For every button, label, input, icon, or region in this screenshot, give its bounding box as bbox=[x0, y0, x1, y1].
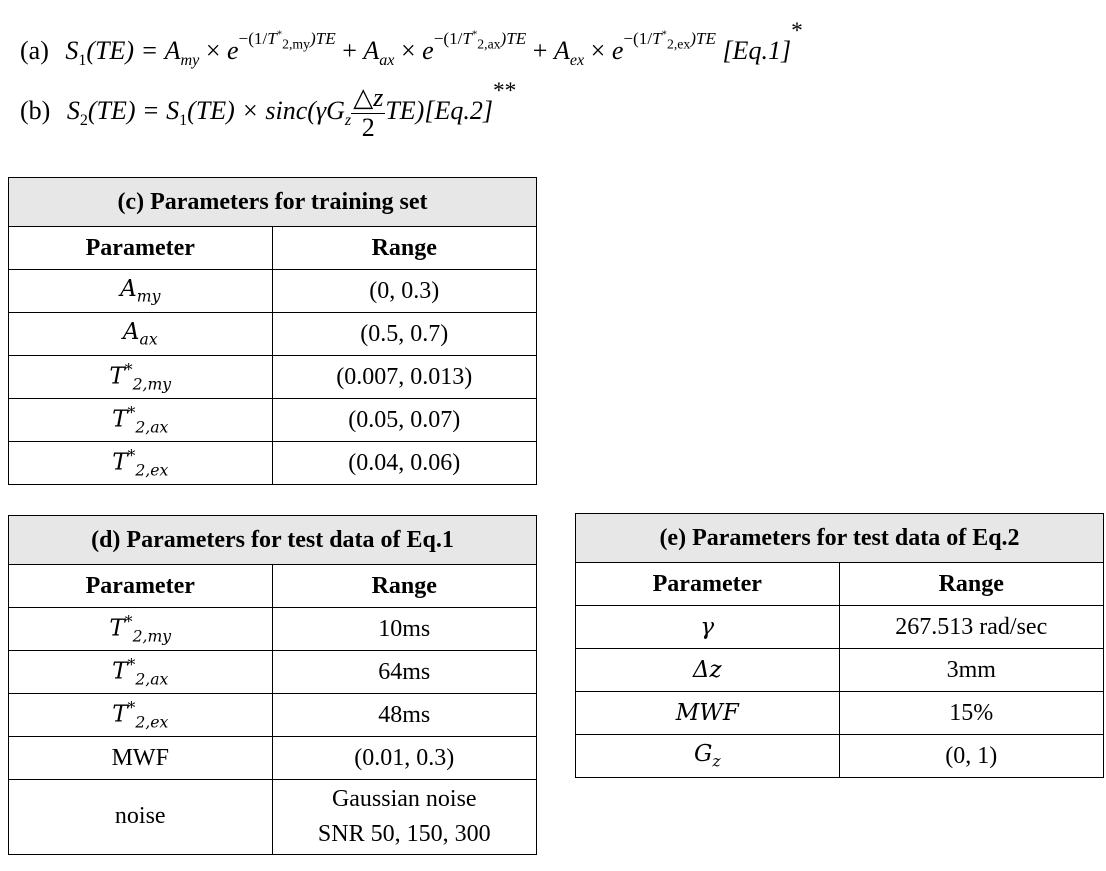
table-d-header-parameter: Parameter bbox=[9, 565, 273, 608]
param-range: (0.05, 0.07) bbox=[272, 399, 536, 442]
param-sub: ax bbox=[139, 329, 158, 349]
eq-a-coef-ex-sub: ex bbox=[569, 52, 585, 70]
param-label-mwf: MWF bbox=[9, 737, 273, 780]
equation-b bbox=[20, 78, 516, 142]
param-sym: T bbox=[109, 616, 125, 643]
param-range: 3mm bbox=[839, 649, 1103, 692]
equation-a-label: (a) bbox=[20, 36, 49, 66]
table-row bbox=[9, 780, 537, 855]
table-e-header-range: Range bbox=[839, 563, 1103, 606]
exp-prefix: −(1/ bbox=[433, 29, 463, 49]
eq-b-frac-den: 2 bbox=[361, 112, 375, 142]
eq-a-lhs-arg: (TE) = bbox=[86, 36, 159, 66]
exp-t-sub: 2,my bbox=[282, 36, 310, 52]
param-symbol bbox=[576, 692, 840, 735]
eq-b-rhs-start: S bbox=[166, 96, 180, 126]
table-d-header-range: Range bbox=[272, 565, 536, 608]
param-symbol bbox=[576, 735, 840, 778]
param-symbol bbox=[9, 694, 273, 737]
table-e-caption: (e) Parameters for test data of Eq.2 bbox=[576, 514, 1104, 563]
table-row bbox=[576, 649, 1104, 692]
param-sub: z bbox=[712, 751, 721, 771]
equation-a bbox=[20, 18, 803, 70]
param-symbol bbox=[576, 649, 840, 692]
param-range: 48ms bbox=[272, 694, 536, 737]
param-sup: * bbox=[127, 446, 136, 466]
eq-b-frac-num: △z bbox=[353, 82, 384, 112]
table-row bbox=[9, 442, 537, 485]
exp-t: T bbox=[462, 29, 472, 49]
exp-suffix: )TE bbox=[690, 29, 716, 49]
param-range: 15% bbox=[839, 692, 1103, 735]
exp-prefix: −(1/ bbox=[623, 29, 653, 49]
exp-suffix: )TE bbox=[309, 29, 336, 49]
param-symbol bbox=[576, 606, 840, 649]
noise-range-line-2: SNR 50, 150, 300 bbox=[317, 820, 491, 847]
eq-b-lhs: S bbox=[66, 96, 80, 126]
table-row bbox=[9, 270, 537, 313]
eq-a-exp-base-3: e bbox=[611, 36, 624, 66]
table-row bbox=[9, 399, 537, 442]
param-sup: * bbox=[127, 698, 136, 718]
eq-b-footnote-mark: ** bbox=[492, 78, 517, 104]
param-range: (0.007, 0.013) bbox=[272, 356, 536, 399]
param-range: (0.5, 0.7) bbox=[272, 313, 536, 356]
eq-a-exponent-2: −(1/T*2,ax)TE bbox=[433, 29, 527, 52]
eq-b-rhs-sub: 1 bbox=[179, 112, 188, 130]
table-row bbox=[9, 651, 537, 694]
eq-b-ref: [Eq.2] bbox=[424, 96, 493, 126]
eq-a-exp-base-2: e bbox=[422, 36, 434, 66]
exp-t: T bbox=[652, 29, 662, 49]
exp-t: T bbox=[267, 29, 277, 49]
eq-b-lhs-arg: (TE) = bbox=[87, 96, 160, 126]
table-row bbox=[9, 737, 537, 780]
eq-a-lhs-sub: 1 bbox=[78, 52, 87, 70]
param-range-noise bbox=[272, 780, 536, 855]
param-range: 10ms bbox=[272, 608, 536, 651]
param-range: (0, 1) bbox=[839, 735, 1103, 778]
param-sub: my bbox=[136, 286, 161, 306]
param-sub: 2,ex bbox=[135, 712, 169, 732]
param-sub: 2,my bbox=[132, 626, 172, 646]
param-range: (0.01, 0.3) bbox=[272, 737, 536, 780]
param-sup: * bbox=[127, 655, 136, 675]
exp-prefix: −(1/ bbox=[238, 29, 268, 49]
table-row bbox=[9, 313, 537, 356]
table-row bbox=[576, 606, 1104, 649]
eq-a-plus-1: + bbox=[342, 36, 357, 66]
table-training-set bbox=[8, 177, 537, 485]
eq-a-lhs: S bbox=[65, 36, 79, 66]
eq-b-rhs-mid-sub: z bbox=[344, 112, 352, 130]
param-range: (0.04, 0.06) bbox=[272, 442, 536, 485]
param-sym: T bbox=[112, 702, 128, 729]
param-symbol bbox=[9, 442, 273, 485]
eq-a-plus-2: + bbox=[532, 36, 548, 66]
param-sub: 2,ex bbox=[135, 460, 169, 480]
eq-a-exponent-1: −(1/T*2,my)TE bbox=[238, 29, 336, 52]
eq-b-lhs-sub: 2 bbox=[79, 112, 88, 130]
table-row bbox=[576, 692, 1104, 735]
param-symbol bbox=[9, 608, 273, 651]
eq-a-exponent-3: −(1/T*2,ex)TE bbox=[623, 29, 716, 52]
table-c-caption: (c) Parameters for training set bbox=[9, 178, 537, 227]
eq-b-rhs-end: TE) bbox=[385, 96, 425, 126]
param-sub: 2,my bbox=[132, 374, 172, 394]
param-sym: MWF bbox=[675, 700, 739, 726]
exp-t-sub: 2,ax bbox=[477, 36, 501, 52]
param-sym: T bbox=[112, 659, 128, 686]
param-sym: T bbox=[109, 364, 125, 391]
eq-a-coef-my-sub: my bbox=[180, 52, 200, 70]
eq-a-times-3: × bbox=[590, 36, 606, 66]
param-sym: T bbox=[112, 407, 128, 434]
eq-a-ref: [Eq.1] bbox=[722, 36, 792, 66]
equation-b-label: (b) bbox=[20, 96, 51, 126]
eq-b-rhs-mid: (TE) × sinc(γG bbox=[187, 96, 345, 126]
param-range: (0, 0.3) bbox=[272, 270, 536, 313]
param-symbol bbox=[9, 270, 273, 313]
table-row bbox=[9, 356, 537, 399]
table-row bbox=[9, 694, 537, 737]
param-symbol bbox=[9, 313, 273, 356]
param-symbol bbox=[9, 356, 273, 399]
table-row bbox=[576, 735, 1104, 778]
param-sym: G bbox=[693, 741, 713, 768]
table-test-data-eq1 bbox=[8, 515, 537, 855]
eq-a-times-2: × bbox=[400, 36, 416, 66]
param-sup: * bbox=[124, 612, 133, 632]
param-sup: * bbox=[124, 360, 133, 380]
param-sym: A bbox=[122, 319, 140, 346]
eq-b-fraction bbox=[351, 84, 385, 142]
param-sym: γ bbox=[700, 614, 715, 640]
exp-t-sub: 2,ex bbox=[666, 36, 691, 52]
param-sup: * bbox=[127, 403, 136, 423]
param-symbol bbox=[9, 651, 273, 694]
param-sym: A bbox=[120, 276, 137, 303]
table-d-caption: (d) Parameters for test data of Eq.1 bbox=[9, 516, 537, 565]
table-e-header-parameter: Parameter bbox=[576, 563, 840, 606]
param-range: 64ms bbox=[272, 651, 536, 694]
table-c-header-parameter: Parameter bbox=[9, 227, 273, 270]
eq-a-coef-ax: A bbox=[363, 36, 380, 66]
exp-suffix: )TE bbox=[500, 29, 527, 49]
eq-a-times-1: × bbox=[205, 36, 221, 66]
noise-range-line-1: Gaussian noise bbox=[331, 786, 477, 812]
param-sym: T bbox=[112, 450, 128, 477]
eq-a-coef-ex: A bbox=[553, 36, 570, 66]
eq-a-footnote-mark: * bbox=[791, 18, 803, 44]
param-sub: 2,ax bbox=[135, 417, 169, 437]
param-sym: Δz bbox=[692, 657, 722, 683]
eq-a-exp-base-1: e bbox=[226, 36, 239, 66]
param-range: 267.513 rad/sec bbox=[839, 606, 1103, 649]
param-symbol bbox=[9, 399, 273, 442]
eq-a-coef-ax-sub: ax bbox=[379, 52, 395, 70]
table-c-header-range: Range bbox=[272, 227, 536, 270]
eq-a-coef-my: A bbox=[164, 36, 181, 66]
param-sub: 2,ax bbox=[135, 669, 169, 689]
table-row bbox=[9, 608, 537, 651]
param-label-noise: noise bbox=[9, 780, 273, 855]
table-test-data-eq2 bbox=[575, 513, 1104, 778]
